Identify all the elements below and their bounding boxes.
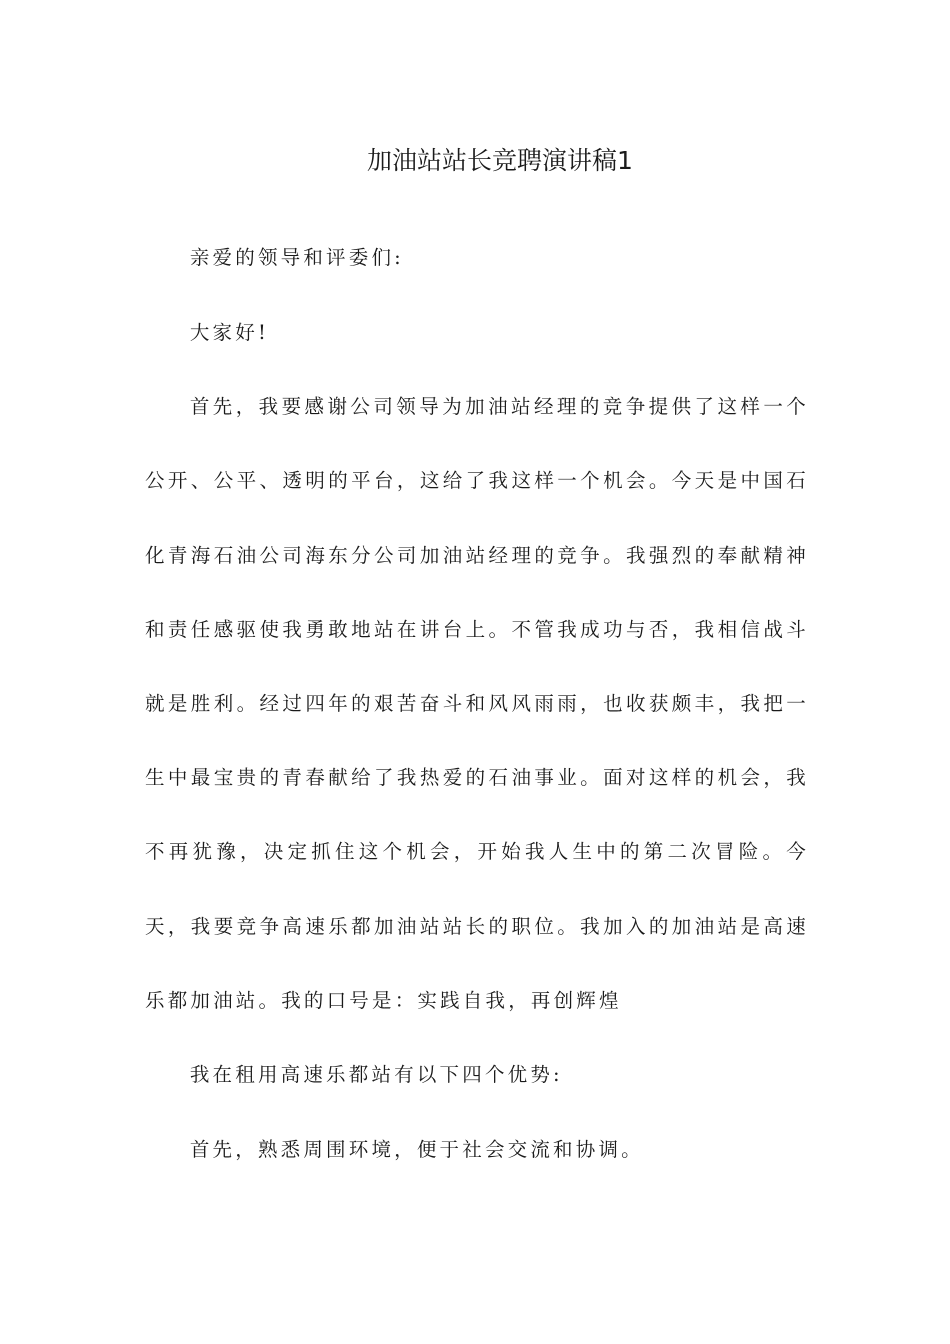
advantages-intro-paragraph: 我在租用高速乐都站有以下四个优势: xyxy=(189,1063,563,1087)
document-title: 加油站站长竞聘演讲稿1 xyxy=(367,146,633,175)
salutation-paragraph: 大家好! xyxy=(189,320,269,344)
greeting-paragraph: 亲爱的领导和评委们: xyxy=(189,246,404,269)
document-body xyxy=(145,221,809,1187)
first-advantage-paragraph: 首先，熟悉周围环境，便于社会交流和协调。 xyxy=(189,1137,644,1161)
intro-paragraph: 首先，我要感谢公司领导为加油站经理的竞争提供了这样一个公开、公平、透明的平台，这给了我这样一个机会。今天是中国石化青海石油公司海东分公司加油站经理的竞争。我强烈的奉献精神和责任感驱使我勇敢地站在讲台上。不管我成功与否，我相信战斗就是胜利。经过四年的艰苦奋斗和风风雨雨，也收获颇丰，我把一生中最宝贵的青春献给了我热爱的石油事业。面对这样的机会，我不再犹豫，决定抓住这个机会，开始我人生中的第二次冒险。今天，我要竞争高速乐都加油站站长的职位。我加入的加油站是高速乐都加油站。我的口号是：实践自我，再创辉煌 xyxy=(145,395,809,1012)
